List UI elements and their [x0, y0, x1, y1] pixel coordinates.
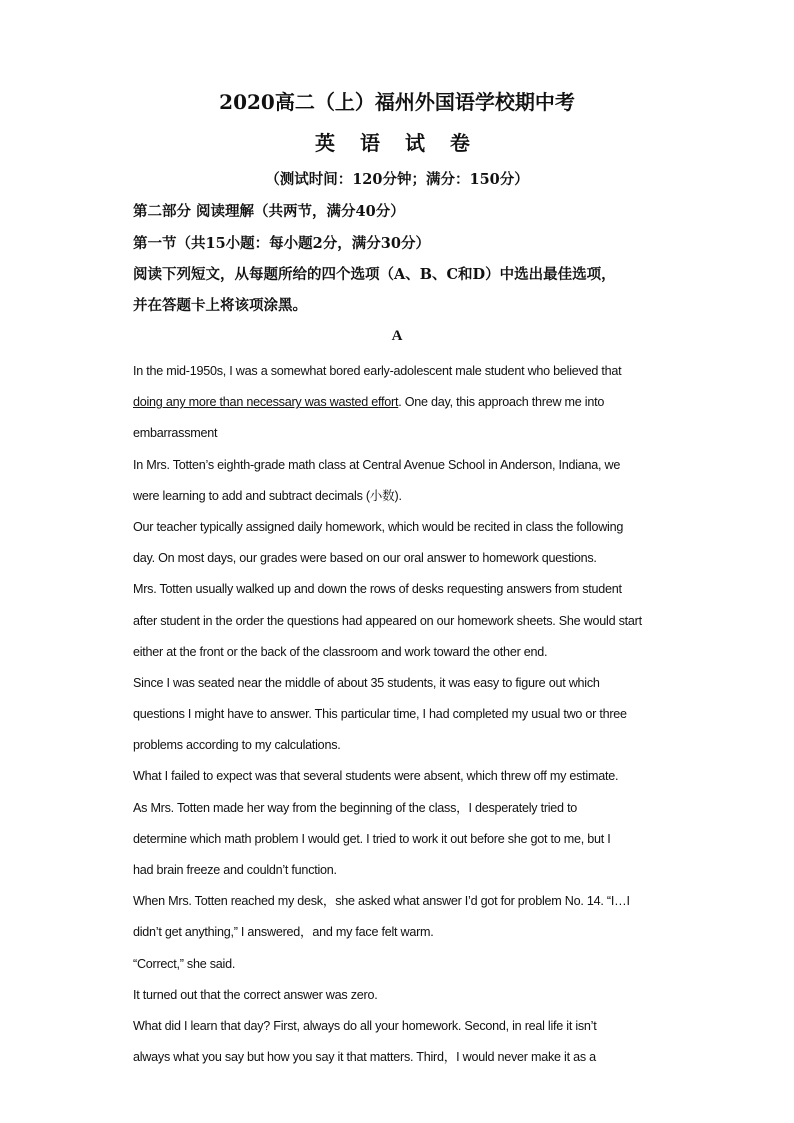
passage-line: It turned out that the correct answer was zero.: [133, 987, 378, 1002]
passage-line: always what you say but how you say it that matters. Third，I would never make it as a: [133, 1050, 596, 1065]
passage-line: either at the front or the back of the classroom and work toward the other end.: [133, 644, 548, 659]
passage-line-rest: . One day, this approach threw me into: [398, 395, 605, 410]
passage-line: questions I might have to answer. This particular time, I had completed my usual two or three: [133, 707, 627, 722]
passage-line: after student in the order the questions had appeared on our homework sheets. She would start: [133, 613, 642, 628]
passage-letter: A: [391, 328, 403, 344]
passage-body: [133, 356, 673, 1073]
passage-line: In Mrs. Totten’s eighth-grade math class at Central Avenue School in Anderson, Indiana, we: [133, 457, 621, 472]
passage-line: What I failed to expect was that several students were absent, which threw off my estimate.: [133, 769, 619, 784]
passage-line: When Mrs. Totten reached my desk，she asked what answer I’d got for problem No. 14. “I…I: [133, 894, 630, 909]
passage-line: day. On most days, our grades were based on our oral answer to homework questions.: [133, 551, 597, 566]
part-heading: 第二部分 阅读理解（共两节，满分40分）: [133, 203, 405, 220]
passage-line: As Mrs. Totten made her way from the beginning of the class，I desperately tried to: [133, 800, 578, 815]
passage-line: In the mid-1950s, I was a somewhat bored early-adolescent male student who believed that: [133, 364, 622, 378]
exam-title: 2020高二（上）福州外国语学校期中考: [219, 90, 575, 114]
section-heading: 第一节（共15小题：每小题2分，满分30分）: [133, 235, 430, 252]
passage-line: Since I was seated near the middle of about 35 students, it was easy to figure out which: [133, 675, 600, 690]
passage-line: embarrassment: [133, 426, 218, 441]
exam-subject: 英 语 试 卷: [315, 131, 479, 155]
passage-line: [133, 387, 673, 418]
passage-line: problems according to my calculations.: [133, 738, 341, 753]
passage-line: didn’t get anything,” I answered，and my face felt warm.: [133, 925, 434, 940]
passage-line: Our teacher typically assigned daily homework, which would be recited in class the following: [133, 519, 624, 534]
passage-line: “Correct,” she said.: [133, 956, 236, 971]
exam-info: （测试时间：120分钟；满分：150分）: [265, 171, 529, 188]
instruction-line-1: 阅读下列短文，从每题所给的四个选项（A、B、C和D）中选出最佳选项，: [133, 266, 616, 283]
passage-line: What did I learn that day? First, always do all your homework. Second, in real life it isn’t: [133, 1018, 597, 1033]
underlined-phrase: doing any more than necessary was wasted effort: [133, 395, 399, 410]
passage-line: determine which math problem I would get. I tried to work it out before she got to me, but I: [133, 831, 611, 846]
passage-line: were learning to add and subtract decimals (小数).: [133, 488, 402, 503]
passage-line: Mrs. Totten usually walked up and down the rows of desks requesting answers from student: [133, 582, 622, 597]
instruction-line-2: 并在答题卡上将该项涂黑。: [133, 297, 307, 314]
passage-line: had brain freeze and couldn’t function.: [133, 863, 337, 877]
